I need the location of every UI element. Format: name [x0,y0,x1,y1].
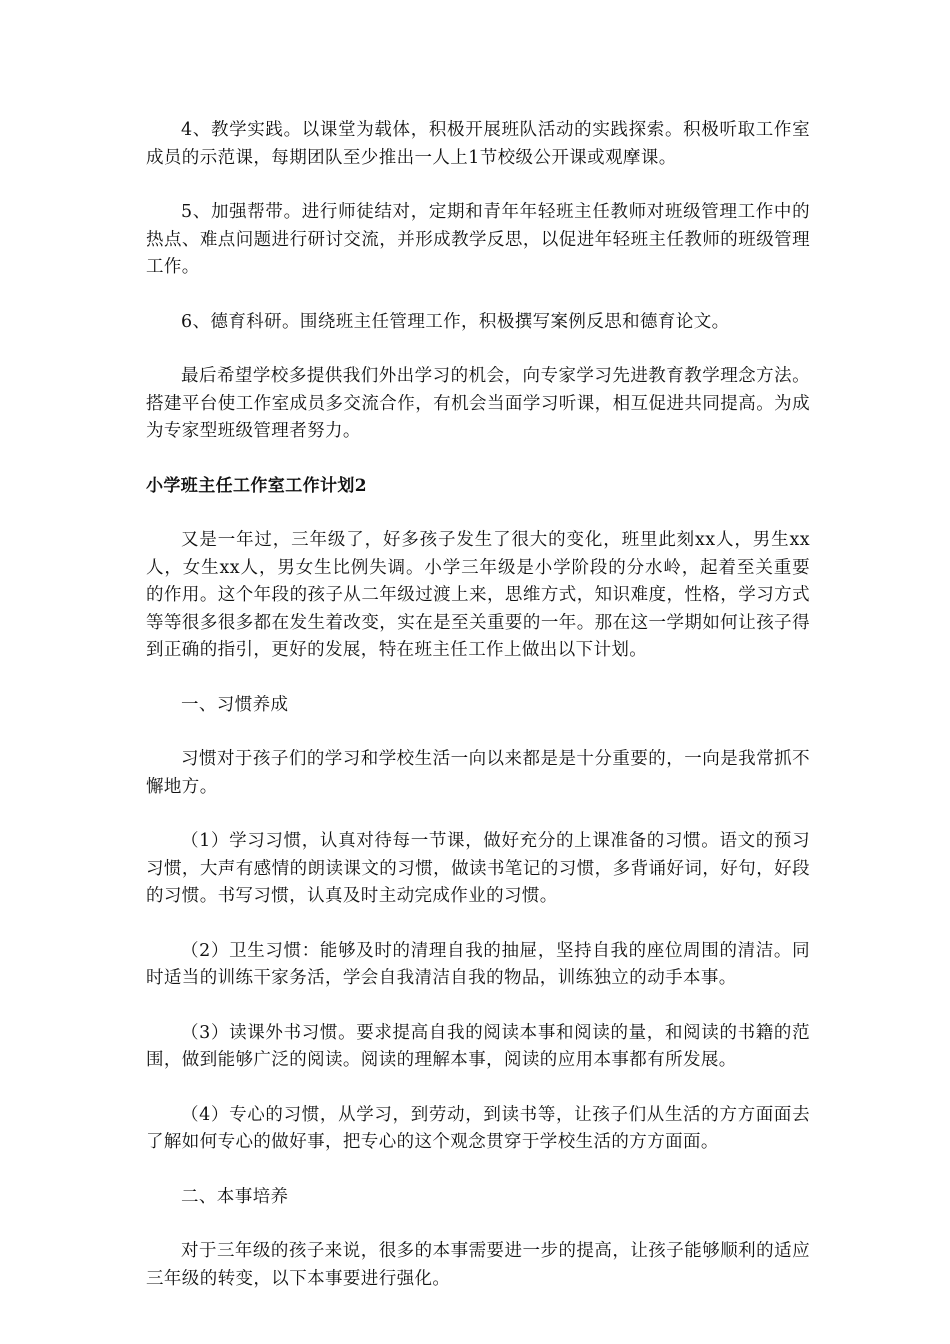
paragraph-reading-habits: （3）读课外书习惯。要求提高自我的阅读本事和阅读的量，和阅读的书籍的范围，做到能够广泛的阅读。阅读的理解本事，阅读的应用本事都有所发展。 [146,1022,810,1070]
subheading-abilities: 二、本事培养 [181,1186,289,1207]
paragraph-moral-research: 6、德育科研。围绕班主任管理工作，积极撰写案例反思和德育论文。 [181,311,730,332]
section-title: 小学班主任工作室工作计划2 [146,475,368,496]
paragraph-abilities-intro: 对于三年级的孩子来说，很多的本事需要进一步的提高，让孩子能够顺利的适应三年级的转变，以下本事要进行强化。 [146,1241,810,1289]
paragraph-study-habits: （1）学习习惯，认真对待每一节课，做好充分的上课准备的习惯。语文的预习习惯，大声有感情的朗读课文的习惯，做读书笔记的习惯，多背诵好词，好句，好段的习惯。书写习惯，认真及时主动完成作业的习惯。 [146,831,810,906]
paragraph-teaching-practice: 4、教学实践。以课堂为载体，积极开展班队活动的实践探索。积极听取工作室成员的示范课，每期团队至少推出一人上1节校级公开课或观摩课。 [146,120,810,168]
document-body [146,117,810,1293]
subheading-habits: 一、习惯养成 [181,694,289,715]
paragraph-mentoring: 5、加强帮带。进行师徒结对，定期和青年年轻班主任教师对班级管理工作中的热点、难点问题进行研讨交流，并形成教学反思，以促进年轻班主任教师的班级管理工作。 [146,202,810,277]
paragraph-intro: 又是一年过，三年级了，好多孩子发生了很大的变化，班里此刻xx人，男生xx人，女生xx人，男女生比例失调。小学三年级是小学阶段的分水岭，起着至关重要的作用。这个年段的孩子从二年级过渡上来，思维方式，知识难度，性格，学习方式等等很多很多都在发生着改变，实在是至关重要的一年。那在这一学期如何让孩子得到正确的指引，更好的发展，特在班主任工作上做出以下计划。 [146,530,810,660]
paragraph-closing-hope: 最后希望学校多提供我们外出学习的机会，向专家学习先进教育教学理念方法。搭建平台使工作室成员多交流合作，有机会当面学习听课，相互促进共同提高。为成为专家型班级管理者努力。 [146,366,810,441]
paragraph-focus-habits: （4）专心的习惯，从学习，到劳动，到读书等，让孩子们从生活的方方面面去了解如何专心的做好事，把专心的这个观念贯穿于学校生活的方方面面。 [146,1104,810,1152]
paragraph-hygiene-habits: （2）卫生习惯：能够及时的清理自我的抽屉，坚持自我的座位周围的清洁。同时适当的训练干家务活，学会自我清洁自我的物品，训练独立的动手本事。 [146,940,810,988]
paragraph-habits-intro: 习惯对于孩子们的学习和学校生活一向以来都是是十分重要的，一向是我常抓不懈地方。 [146,749,810,797]
